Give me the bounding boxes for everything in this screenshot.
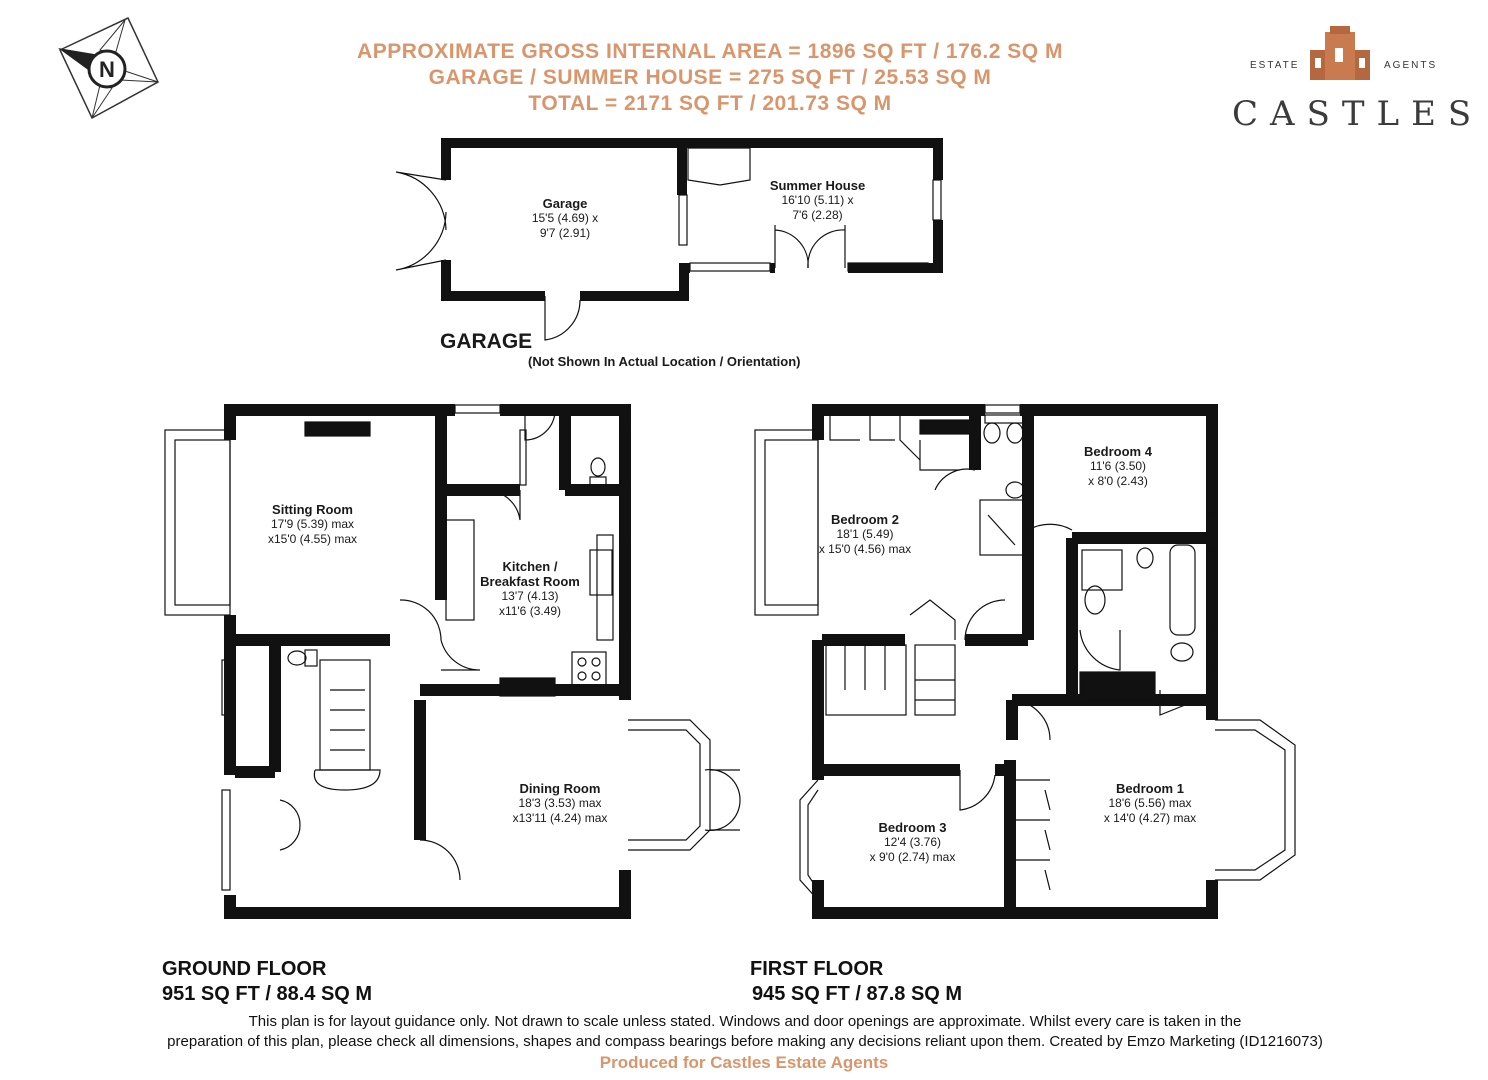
logo-agents-text: AGENTS xyxy=(1384,60,1438,71)
room-label-bedroom-2: Bedroom 2 18'1 (5.49) x 15'0 (4.56) max xyxy=(818,512,912,556)
castle-logo-icon xyxy=(1310,26,1370,80)
room-label-sitting-room: Sitting Room 17'9 (5.39) max x15'0 (4.55) max xyxy=(268,502,357,546)
header-total-area: TOTAL = 2171 SQ FT / 201.73 SQ M xyxy=(528,92,892,115)
header-garage-area: GARAGE / SUMMER HOUSE = 275 SQ FT / 25.53 SQ M xyxy=(428,66,992,89)
first-floor-area: 945 SQ FT / 87.8 SQ M xyxy=(752,983,963,1005)
room-label-bedroom-3: Bedroom 3 12'4 (3.76) x 9'0 (2.74) max xyxy=(869,820,956,864)
garage-title: GARAGE xyxy=(440,330,533,353)
disclaimer xyxy=(60,1012,1430,1052)
garage-note: (Not Shown In Actual Location / Orientation) xyxy=(528,354,801,369)
produced-for: Produced for Castles Estate Agents xyxy=(599,1053,889,1072)
logo-castles-text: CASTLES xyxy=(1232,94,1484,134)
ground-floor-fixtures xyxy=(165,405,740,890)
first-floor-title: FIRST FLOOR xyxy=(750,958,884,980)
ground-floor-area: 951 SQ FT / 88.4 SQ M xyxy=(162,983,373,1005)
header-gross-area: APPROXIMATE GROSS INTERNAL AREA = 1896 SQ FT / 176.2 SQ M xyxy=(357,40,1063,63)
ground-floor-title: GROUND FLOOR xyxy=(162,958,327,980)
compass-letter: N xyxy=(99,57,115,82)
room-label-bedroom-1: Bedroom 1 18'6 (5.56) max x 14'0 (4.27) max xyxy=(1103,781,1197,825)
garage-doors xyxy=(396,148,941,340)
room-label-kitchen: Kitchen / Breakfast Room 13'7 (4.13) x11'6 (3.49) xyxy=(480,559,580,618)
disclaimer-line-2: preparation of this plan, please check all dimensions, shapes and compass bearings before making any decisions reliant upon them. Created by Emzo Marketing (ID1216073) xyxy=(167,1033,1323,1050)
disclaimer-line-1: This plan is for layout guidance only. Not drawn to scale unless stated. Windows and door openings are approximate. Whilst every care is taken in the xyxy=(248,1013,1242,1030)
room-label-garage: Garage 15'5 (4.69) x 9'7 (2.91) xyxy=(531,196,599,240)
logo-estate-text: ESTATE xyxy=(1250,60,1300,71)
room-label-summer-house: Summer House 16'10 (5.11) x 7'6 (2.28) xyxy=(769,178,866,222)
room-label-dining-room: Dining Room 18'3 (3.53) max x13'11 (4.24) max xyxy=(512,781,608,825)
room-label-bedroom-4: Bedroom 4 11'6 (3.50) x 8'0 (2.43) xyxy=(1084,444,1152,488)
